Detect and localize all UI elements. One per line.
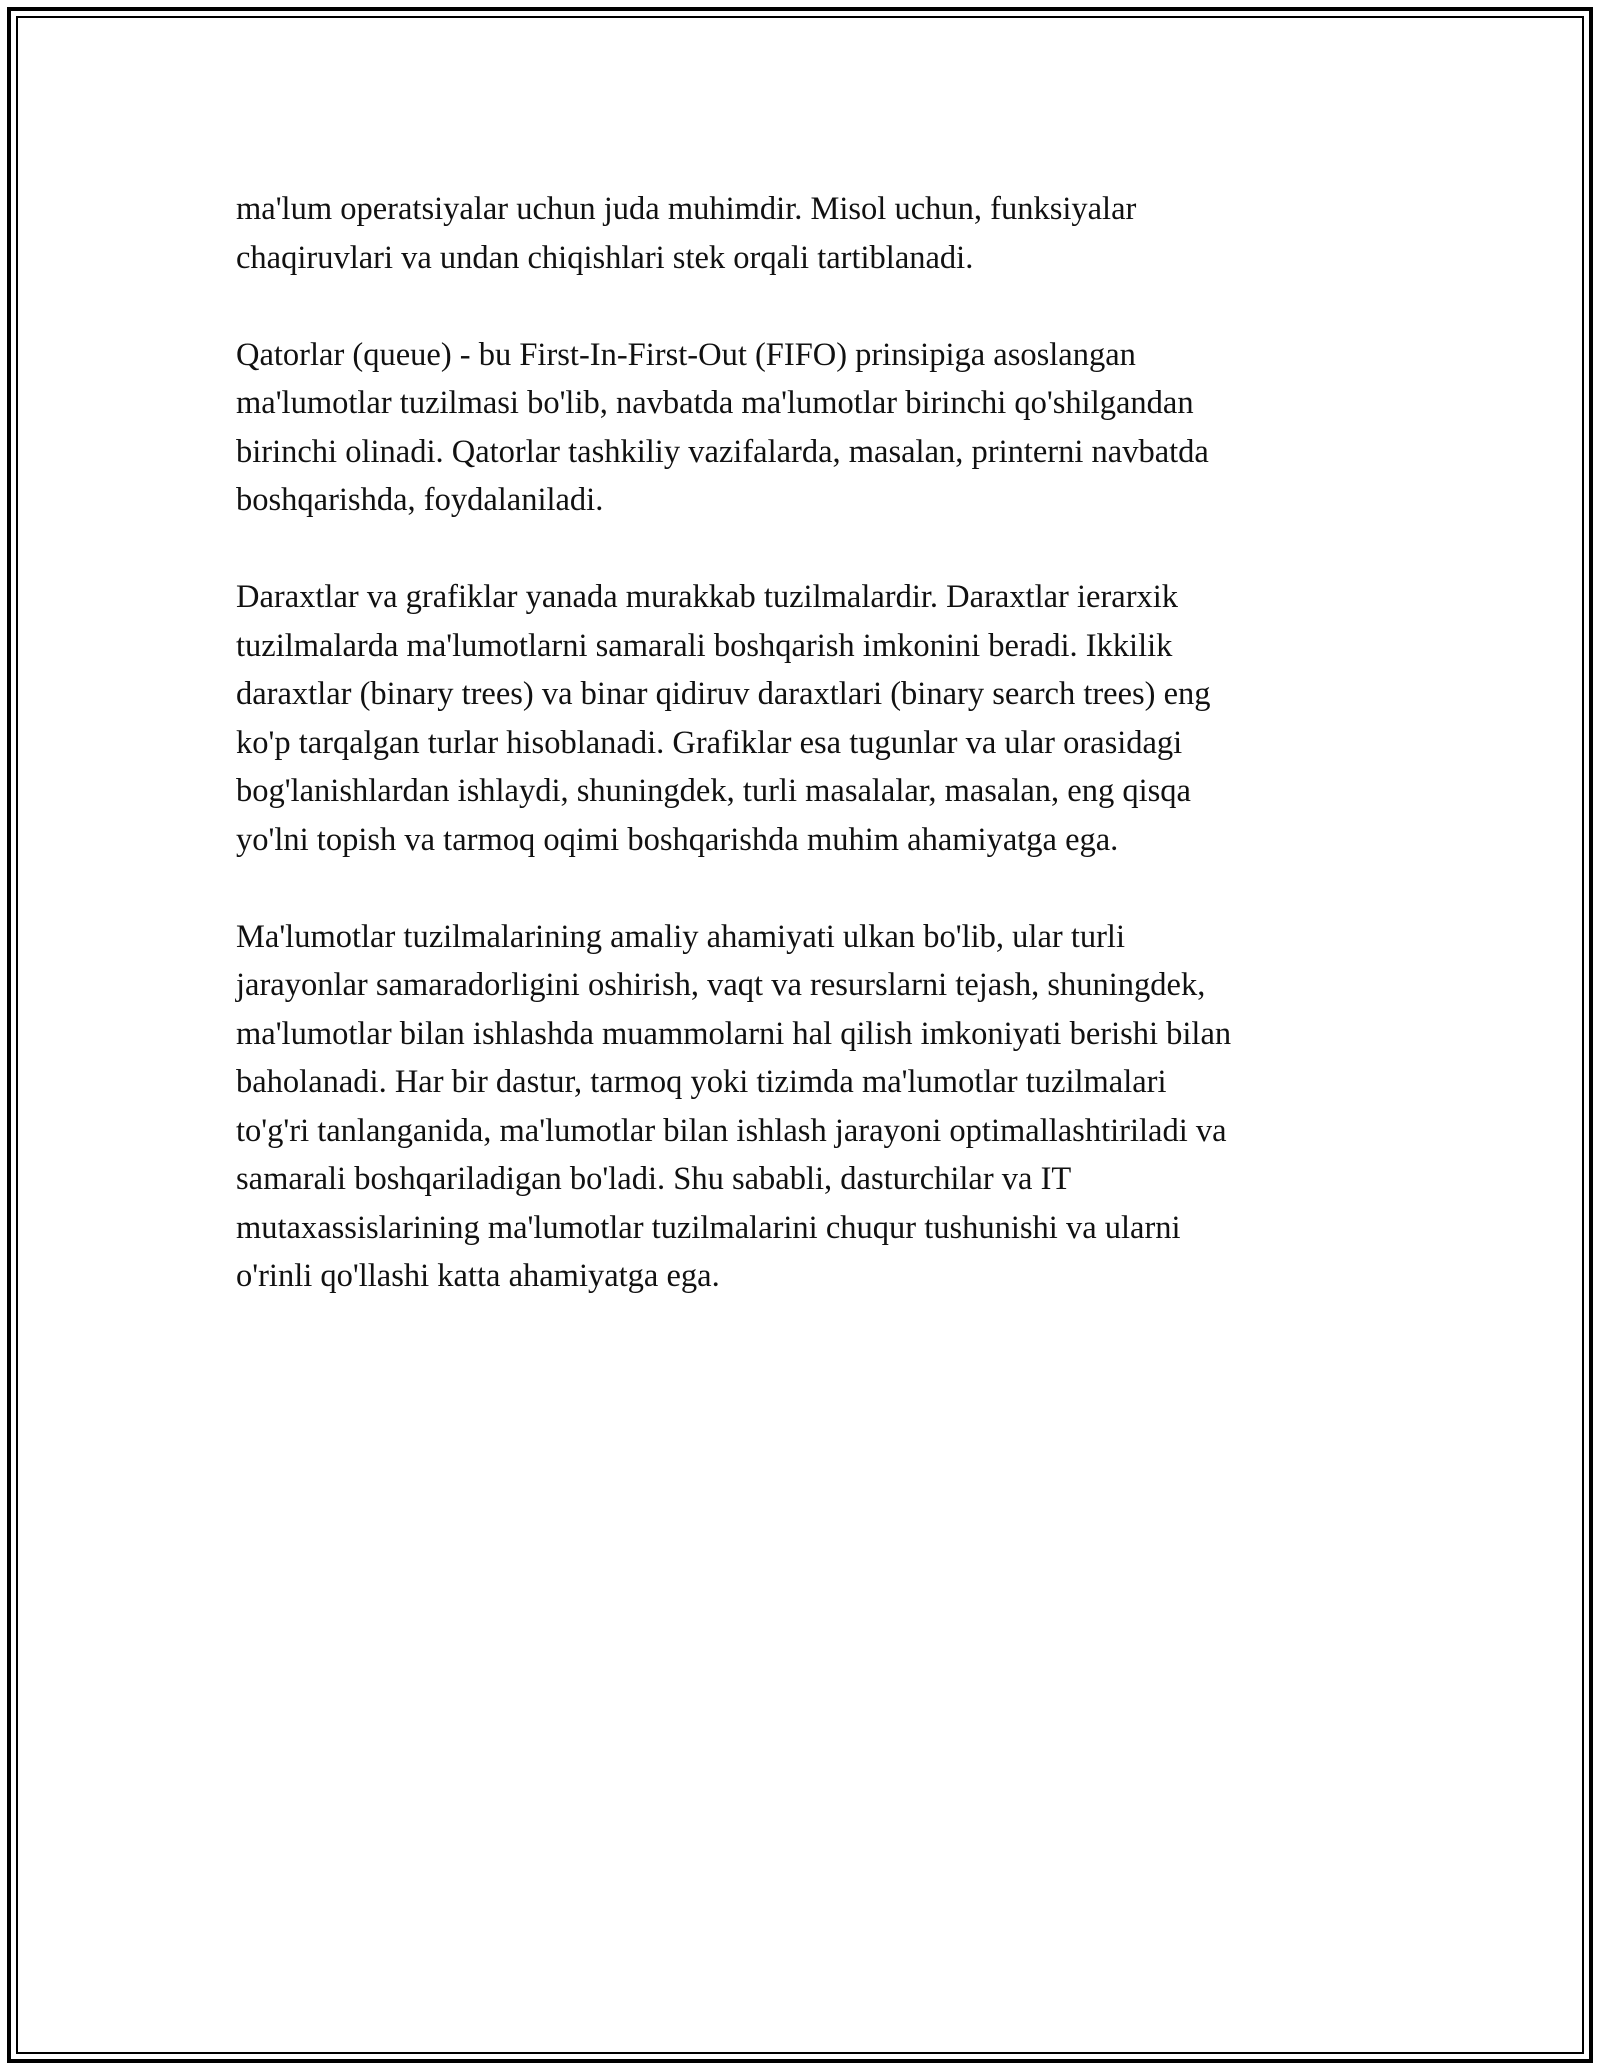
paragraph-trees-graphs: Daraxtlar va grafiklar yanada murakkab tuzilmalardir. Daraxtlar ierarxik tuzilmalarda ma'lumotlarni samarali boshqarish imkonini beradi. Ikkilik daraxtlar (binary trees) va binar qidiruv daraxtlari (binary search trees) eng ko'p tarqalgan turlar hisoblanadi. Grafiklar esa tugunlar va ular orasidagi bog'lanishlardan ishlaydi, shuningdek, turli masalalar, masalan, eng qisqa yo'lni topish va tarmoq oqimi boshqarishda muhim ahamiyatga ega. — [236, 579, 1211, 858]
paragraph-stack-usage: ma'lum operatsiyalar uchun juda muhimdir. Misol uchun, funksiyalar chaqiruvlari va undan chiqishlari stek orqali tartiblanadi. — [236, 191, 1137, 276]
paragraph-queue: Qatorlar (queue) - bu First-In-First-Out (FIFO) prinsipiga asoslangan ma'lumotlar tuzilmasi bo'lib, navbatda ma'lumotlar birinchi qo'shilgandan birinchi olinadi. Qatorlar tashkiliy vazifalarda, masalan, printerni navbatda boshqarishda, foydalaniladi. — [236, 336, 1209, 518]
document-body — [236, 185, 1376, 1349]
paragraph-practical-importance: Ma'lumotlar tuzilmalarining amaliy ahamiyati ulkan bo'lib, ular turli jarayonlar samaradorligini oshirish, vaqt va resurslarni tejash, shuningdek, ma'lumotlar bilan ishlashda muammolarni hal qilish imkoniyati berishi bilan baholanadi. Har bir dastur, tarmoq yoki tizimda ma'lumotlar tuzilmalari to'g'ri tanlanganida, ma'lumotlar bilan ishlash jarayoni optimallashtiriladi va samarali boshqariladigan bo'ladi. Shu sababli, dasturchilar va IT mutaxassislarining ma'lumotlar tuzilmalarini chuqur tushunishi va ularni o'rinli qo'llashi katta ahamiyatga ega. — [236, 918, 1232, 1294]
